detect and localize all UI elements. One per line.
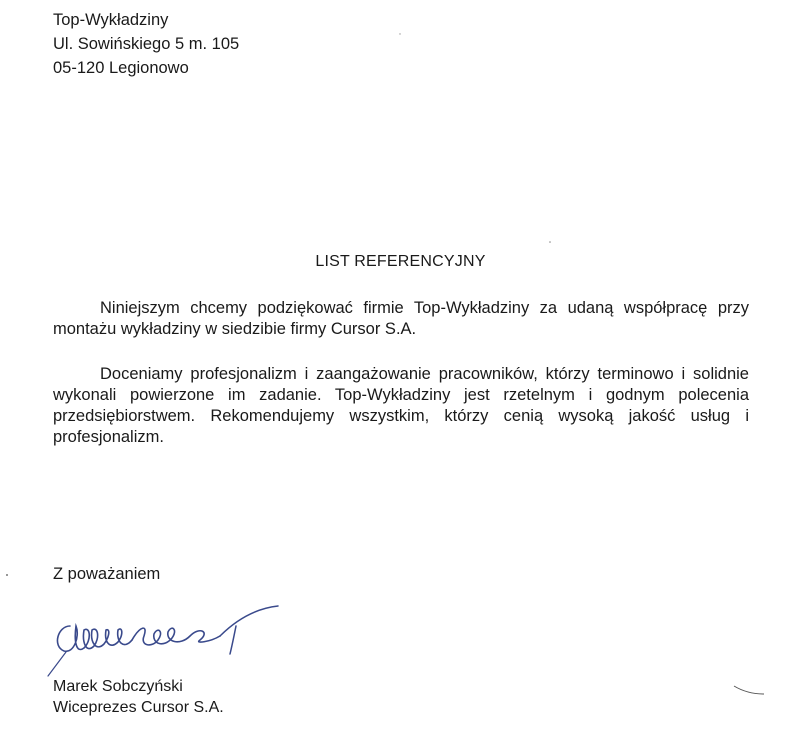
sender-city: 05-120 Legionowo [53,59,189,77]
letter-title-wrapper [0,253,801,271]
signer-name: Marek Sobczyński [53,678,183,695]
signer-position: Wiceprezes Cursor S.A. [53,699,224,716]
scan-mark-bottom-right [730,682,770,698]
paragraph-1-wrapper [53,298,749,340]
sender-address [53,8,239,80]
closing-phrase: Z poważaniem [53,565,161,583]
handwritten-signature [40,596,290,686]
scan-mark-right [546,238,554,246]
scan-mark-top [396,30,404,38]
paragraph-1: Niniejszym chcemy podziękować firmie Top-Wykładziny za udaną współpracę przy montażu wykładziny w siedzibie firmy Cursor S.A. [53,299,749,338]
letter-title: LIST REFERENCYJNY [315,253,486,270]
signer-block [53,676,224,718]
scan-mark-left-edge [2,570,12,580]
sender-company: Top-Wykładziny [53,11,169,29]
paragraph-2-wrapper [53,364,749,448]
sender-street: Ul. Sowińskiego 5 m. 105 [53,35,240,53]
paragraph-2: Doceniamy profesjonalizm i zaangażowanie pracowników, którzy terminowo i solidnie wykonali powierzone im zadanie. Top-Wykładziny jest rzetelnym i godnym polecenia przedsiębiorstwem. Rekomendujemy wszystkim, którzy cenią wysoką jakość usług i profesjonalizm. [53,365,749,446]
